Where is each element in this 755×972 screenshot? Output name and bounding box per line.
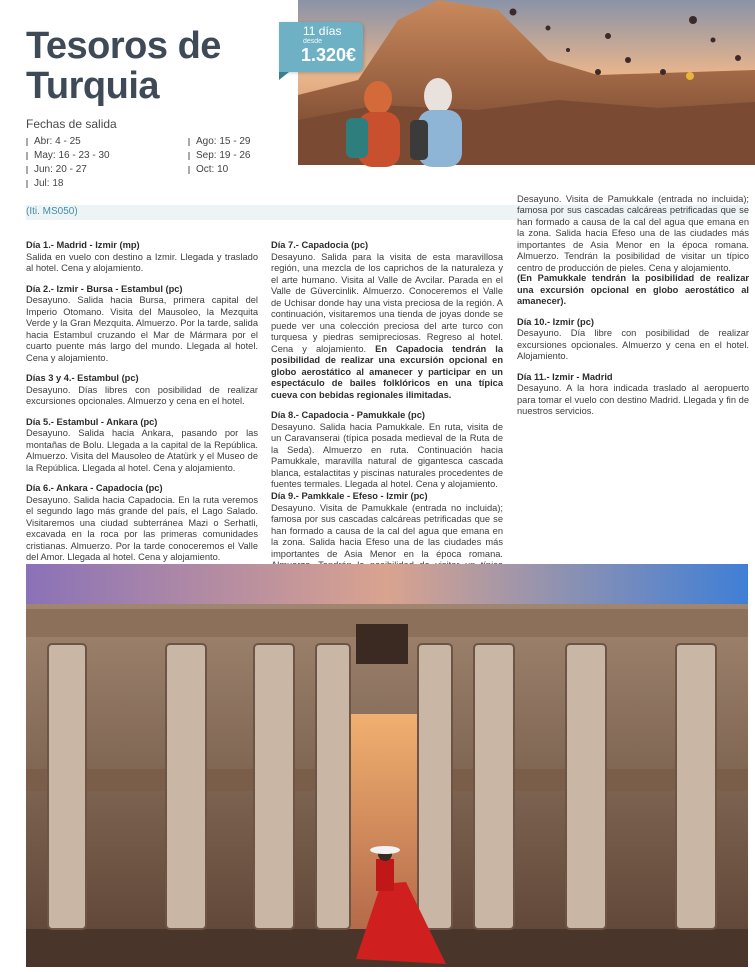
- date-item: Jun: 20 - 27: [26, 164, 87, 175]
- cappadocia-illustration: [298, 0, 755, 165]
- day-text: Salida en vuelo con destino a Izmir. Llegada y traslado al hotel. Cena y alojamiento.: [26, 251, 258, 273]
- day-8: [271, 410, 503, 491]
- page-title: [26, 26, 221, 106]
- date-item: Ago: 15 - 29: [188, 136, 250, 147]
- badge-price: 1.320€: [301, 45, 357, 65]
- day-text: Desayuno. A la hora indicada traslado al aeropuerto para tomar el vuelo con destino Madrid. Llegada y fin de nuestros servicios.: [517, 383, 749, 416]
- hero-image-cappadocia: [298, 0, 755, 165]
- day-title: Día 5.- Estambul - Ankara (pc): [26, 416, 158, 427]
- day-text: Desayuno. Día libre con posibilidad de realizar excursiones opcionales. Almuerzo y cena en el hotel. Alojamiento.: [517, 328, 749, 361]
- day-title: Día 7.- Capadocia (pc): [271, 240, 369, 250]
- title-line-2: Turquia: [26, 65, 160, 107]
- day-note: En Capadocia tendrán la posibilidad de realizar una excursión opcional en globo aerostático al amanecer y participar en un espectáculo de bailes folklóricos en una típica cueva con bebidas regionales ilimitadas.: [271, 343, 503, 400]
- date-item: Oct: 10: [188, 164, 228, 175]
- day-10: [517, 317, 749, 363]
- departure-dates-heading: Fechas de salida: [26, 117, 117, 131]
- day-title: Días 3 y 4.- Estambul (pc): [26, 373, 139, 383]
- day-text: Desayuno. Salida hacia Pamukkale. En ruta, visita de un Caravanserai (típica posada medieval de la Ruta de la Seda). Almuerzo en ruta. Continuación hacia Pamukkale, maravilla natural de gigantesca cascada blanca, estalactitas y piscinas naturales procedentes de fuentes termales. Llegada al hotel. Cena y alojamiento.: [271, 421, 503, 489]
- badge-from: desde: [303, 38, 323, 45]
- day-text: Desayuno. Salida hacia Bursa, primera capital del Imperio Otomano. Visita del Mausoleo, la Mezquita Verde y la Gran Mezquita. Almuerzo. Por la tarde, salida hacia Estambul cruzando el Mar de Mármara por el cuarto puente más largo del mundo. Llegada al hotel. Cena y alojamiento.: [26, 295, 258, 363]
- itinerary-column-2: [271, 240, 503, 500]
- day-title: Día 10.- Izmir (pc): [517, 316, 594, 327]
- day-text: Desayuno. Salida hacia Ankara, pasando por las montañas de Bolu. Llegada a la capital de la República. Almuerzo. Visita del Mausoleo de Atatürk y el Museo de la República. Llegada al hotel. Cena y alojamiento.: [26, 428, 258, 473]
- day-title: Día 9.- Pamkkale - Efeso - Izmir (pc): [271, 491, 428, 501]
- day-11: [517, 372, 749, 418]
- ephesus-illustration: [26, 564, 748, 967]
- day-text: Desayuno. Visita de Pamukkale (entrada no incluida); famosa por sus cascadas calcáreas petrificadas que se han formado a causa de la cal del agua que emana en la zona. Salida hacia Efeso una de las ciudades más importantes de Asia Menor en la época romana. Almuerzo. Tendrán la posibilidad de visitar un típico centro de producción de pieles. Cena y alojamiento.: [517, 193, 749, 273]
- itinerary-column-3: [517, 273, 749, 427]
- badge-days: 11 días: [303, 24, 342, 38]
- date-item: May: 16 - 23 - 30: [26, 150, 110, 161]
- date-item: Abr: 4 - 25: [26, 136, 81, 147]
- day-7: [271, 240, 503, 401]
- date-item: Sep: 19 - 26: [188, 150, 250, 161]
- itinerary-column-1: [26, 240, 258, 573]
- day-text: Desayuno. Visita de Pamukkale (entrada no incluida); famosa por sus cascadas calcáreas petrificadas que se han formado a causa de la cal del agua que emana en la zona. Salida hacia Efeso una de las ciudades más importantes de Asia Menor en la época romana.: [271, 502, 503, 559]
- day-9-note: [517, 273, 749, 308]
- day-9-continued: [517, 182, 749, 274]
- day-text: Desayuno. Salida para la visita de esta maravillosa región, una mezcla de los caprichos de la naturaleza y el arte humano. Visita al Valle de Avcilar. Parada en el Valle de Güvercinlik. Almuerzo. Conoceremos el Valle de Uchisar donde hay una vista preciosa de la región. A continuación, visitaremos una tienda de joyas donde se puede ver una colección preciosa del arte turco con turquesa y piedras semipreciosas. Regreso al hotel. Cena y alojamiento.: [271, 251, 503, 354]
- day-9-part-1: [271, 491, 503, 559]
- photo-library-of-celsus: [26, 564, 748, 967]
- day-text: Desayuno. Salida hacia Capadocia. En la ruta veremos el segundo lago más grande del país, el Lago Salado. Visitaremos una ciudad subterránea Mazi o Serhatli, excavada en la roca por las primeras comunidades cristianas. Almuerzo. Por la tarde conoceremos el Valle del Amor. Llegada al hotel. Cena y alojamiento.: [26, 494, 258, 562]
- day-note: (En Pamukkale tendrán la posibilidad de realizar una excursión opcional en globo aerostático al amanecer).: [517, 273, 749, 306]
- day-title: Día 11.- Izmir - Madrid: [517, 371, 613, 382]
- day-6: [26, 483, 258, 564]
- day-5: [26, 417, 258, 475]
- day-title: Día 1.- Madrid - Izmir (mp): [26, 240, 140, 250]
- day-text: Desayuno. Días libres con posibilidad de realizar excursiones opcionales. Almuerzo y cena en el hotel.: [26, 384, 258, 406]
- day-title: Día 2.- Izmir - Bursa - Estambul (pc): [26, 283, 183, 294]
- price-badge: [279, 22, 363, 72]
- itinerary-ref: (Iti. MS050): [26, 206, 78, 217]
- day-3-4: [26, 373, 258, 408]
- day-title: Día 6.- Ankara - Capadocia (pc): [26, 483, 163, 493]
- title-line-1: Tesoros de: [26, 25, 221, 67]
- date-item: Jul: 18: [26, 178, 63, 189]
- day-1: [26, 240, 258, 275]
- day-2: [26, 284, 258, 365]
- day-title: Día 8.- Capadocia - Pamukkale (pc): [271, 410, 425, 420]
